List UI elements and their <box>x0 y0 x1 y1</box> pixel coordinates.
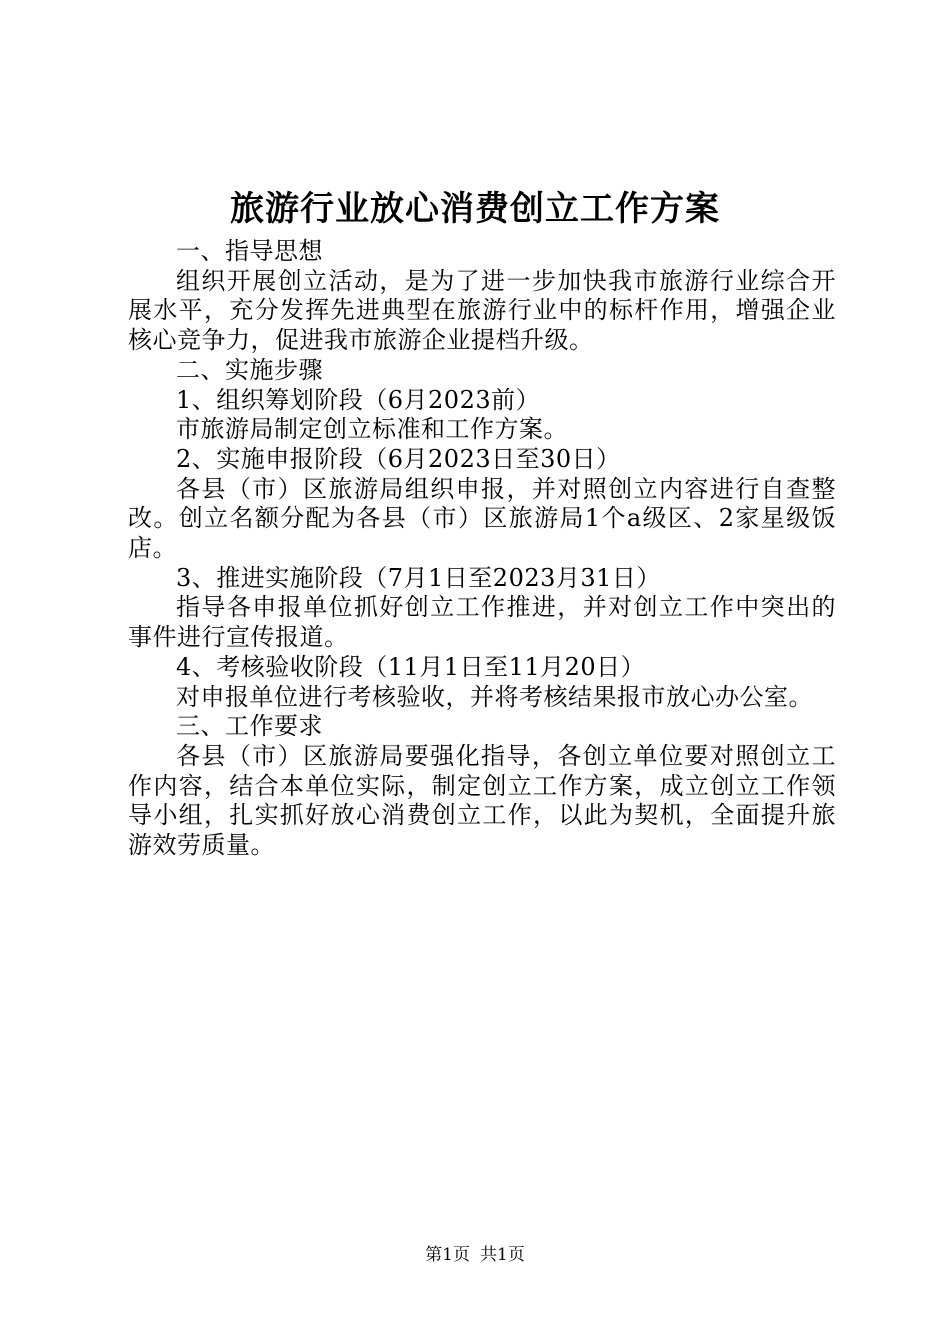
paragraph-assessment: 对申报单位进行考核验收，并将考核结果报市放心办公室。 <box>176 682 813 711</box>
step-heading-planning: 1、组织筹划阶段（6月2023前） <box>176 385 541 414</box>
paragraph-planning: 市旅游局制定创立标准和工作方案。 <box>176 415 568 444</box>
page-number: 第1页 <box>425 1245 470 1265</box>
document-body <box>128 237 836 861</box>
paragraph-guiding-thought: 组织开展创立活动，是为了进一步加快我市旅游行业综合开展水平，充分发挥先进典型在旅游行业中的标杆作用，增强企业核心竞争力，促进我市旅游企业提档升级。 <box>128 266 836 355</box>
section-heading-implementation-steps: 二、实施步骤 <box>176 355 323 384</box>
step-heading-application: 2、实施申报阶段（6月2023日至30日） <box>176 444 621 473</box>
paragraph-application: 各县（市）区旅游局组织申报，并对照创立内容进行自查整改。创立名额分配为各县（市）区旅游局1个a级区、2家星级饭店。 <box>128 474 836 563</box>
paragraph-work-requirements: 各县（市）区旅游局要强化指导，各创立单位要对照创立工作内容，结合本单位实际，制定创立工作方案，成立创立工作领导小组，扎实抓好放心消费创立工作，以此为契机，全面提升旅游效劳质量。 <box>128 741 836 860</box>
section-heading-work-requirements: 三、工作要求 <box>176 712 323 741</box>
section-heading-guiding-thought: 一、指导思想 <box>176 237 323 265</box>
document-title: 旅游行业放心消费创立工作方案 <box>230 189 720 229</box>
step-heading-promotion: 3、推进实施阶段（7月1日至2023月31日） <box>176 563 661 592</box>
step-heading-assessment: 4、考核验收阶段（11月1日至11月20日） <box>176 652 646 681</box>
paragraph-promotion: 指导各申报单位抓好创立工作推进，并对创立工作中突出的事件进行宣传报道。 <box>128 593 836 652</box>
page-footer <box>0 1244 950 1266</box>
page-total: 共1页 <box>480 1245 525 1265</box>
